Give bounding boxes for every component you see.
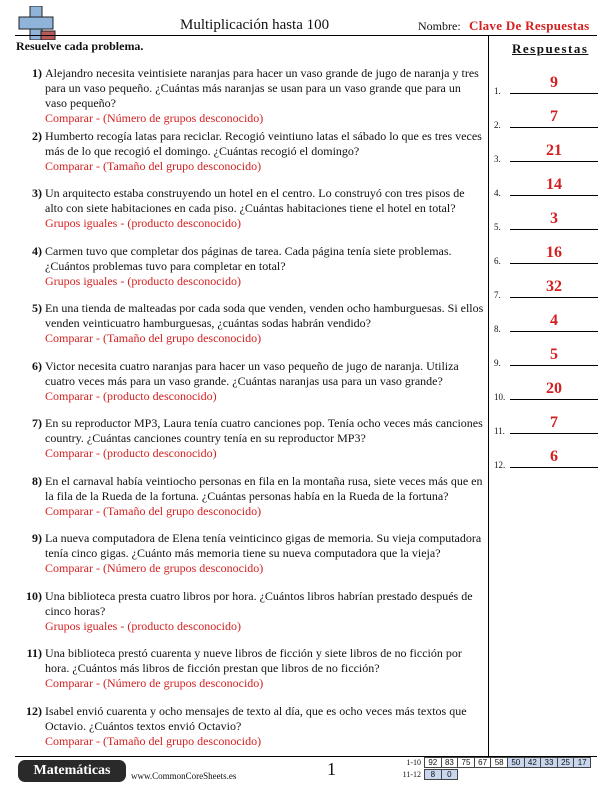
answer-line	[510, 195, 598, 196]
question-category: Grupos iguales - (producto desconocido)	[45, 216, 241, 230]
answer-value: 4	[550, 312, 558, 329]
answer-number: 9.	[494, 358, 501, 368]
question-2	[16, 129, 484, 174]
question-category: Comparar - (Número de grupos desconocido)	[45, 676, 264, 690]
answer-line	[510, 297, 598, 298]
answers-heading: Respuestas	[512, 41, 589, 56]
answer-value: 32	[546, 278, 562, 295]
question-category: Grupos iguales - (producto desconocido)	[45, 619, 241, 633]
question-text: La nueva computadora de Elena tenía veinticinco gigas de memoria. Su vieja computadora tenía cinco gigas. ¿Cuánto más memoria tiene su nueva computadora que la vieja?	[45, 531, 482, 560]
question-number: 1)	[32, 66, 42, 80]
brand-badge: Matemáticas	[18, 760, 126, 782]
answer-number: 6.	[494, 256, 501, 266]
name-label: Nombre:	[418, 19, 461, 33]
answer-value: 21	[546, 142, 562, 159]
question-number: 10)	[26, 589, 42, 603]
answer-line	[510, 263, 598, 264]
answer-value: 7	[550, 108, 558, 125]
answer-value: 7	[550, 414, 558, 431]
question-text: Humberto recogía latas para reciclar. Recogió veintiuno latas el sábado lo que es tres veces más de lo que recogió el domingo. ¿Cuántas recogió el domingo?	[45, 129, 482, 158]
answer-row-6	[494, 240, 598, 266]
score-row-label: 1-10	[406, 758, 421, 767]
answer-row-4	[494, 172, 598, 198]
question-category: Comparar - (producto desconocido)	[45, 446, 217, 460]
question-number: 11)	[26, 646, 42, 660]
question-number: 7)	[32, 416, 42, 430]
instructions: Resuelve cada problema.	[16, 39, 144, 53]
question-5	[16, 301, 484, 346]
answer-value: 20	[546, 380, 562, 397]
answer-row-11	[494, 410, 598, 436]
question-number: 5)	[32, 301, 42, 315]
question-number: 2)	[32, 129, 42, 143]
answer-row-7	[494, 274, 598, 300]
score-row-label: 11-12	[402, 770, 421, 779]
question-text: Isabel envió cuarenta y ocho mensajes de texto al día, que es ocho veces más textos que Octavio. ¿Cuántos textos envió Octavio?	[45, 704, 467, 733]
question-category: Comparar - (Tamaño del grupo desconocido)	[45, 504, 262, 518]
answer-number: 2.	[494, 120, 501, 130]
score-cell: 0	[441, 770, 458, 780]
answer-number: 11.	[494, 426, 505, 436]
answer-number: 4.	[494, 188, 501, 198]
answer-line	[510, 467, 598, 468]
answer-row-12	[494, 444, 598, 470]
question-text: Una biblioteca prestó cuarenta y nueve libros de ficción y siete libros de no ficción por hora. ¿Cuántos más libros de ficción prestan que libros de no ficción?	[45, 646, 462, 675]
question-9	[16, 531, 484, 576]
question-category: Comparar - (producto desconocido)	[45, 389, 217, 403]
answer-value: 9	[550, 74, 558, 91]
question-1	[16, 66, 484, 126]
question-category: Comparar - (Tamaño del grupo desconocido)	[45, 159, 262, 173]
score-cell: 42	[524, 758, 541, 768]
question-text: Un arquitecto estaba construyendo un hotel en el centro. Lo construyó con tres pisos de alto con siete habitaciones en cada piso. ¿Cuántas habitaciones tiene el hotel en total?	[45, 186, 465, 215]
question-text: Una biblioteca presta cuatro libros por hora. ¿Cuántos libros habrían prestado después de cinco horas?	[45, 589, 473, 618]
answer-value: 16	[546, 244, 562, 261]
question-text: En el carnaval había veintiocho personas en fila en la montaña rusa, siete veces más que en la fila de la Rueda de la fortuna. ¿Cuántas personas había en la Rueda de la fortuna?	[45, 474, 483, 503]
header-divider	[15, 35, 597, 36]
question-text: Carmen tuvo que completar dos páginas de tarea. Cada página tenía siete problemas. ¿Cuántos problemas tuvo para completar en total?	[45, 244, 452, 273]
answer-row-2	[494, 104, 598, 130]
answer-value: 3	[550, 210, 558, 227]
score-cell: 8	[425, 770, 442, 780]
answer-line	[510, 365, 598, 366]
answer-line	[510, 161, 598, 162]
question-11	[16, 646, 484, 691]
score-cell: 17	[574, 758, 591, 768]
answer-row-5	[494, 206, 598, 232]
answer-number: 5.	[494, 222, 501, 232]
question-number: 4)	[32, 244, 42, 258]
score-cell: 75	[458, 758, 475, 768]
answer-row-3	[494, 138, 598, 164]
answer-number: 12.	[494, 460, 506, 470]
answer-row-10	[494, 376, 598, 402]
question-text: En su reproductor MP3, Laura tenía cuatro canciones pop. Tenía ocho veces más canciones country. ¿Cuántas canciones country tenía en su reproductor MP3?	[45, 416, 483, 445]
answer-value: 6	[550, 448, 558, 465]
question-6	[16, 359, 484, 404]
question-10	[16, 589, 484, 634]
score-cell: 25	[557, 758, 574, 768]
question-category: Comparar - (Tamaño del grupo desconocido)	[45, 331, 262, 345]
page-number: 1	[327, 759, 336, 779]
question-number: 3)	[32, 186, 42, 200]
question-4	[16, 244, 484, 289]
answer-line	[510, 127, 598, 128]
answer-row-1	[494, 70, 598, 96]
question-8	[16, 474, 484, 519]
score-cell: 67	[474, 758, 491, 768]
question-category: Comparar - (Número de grupos desconocido)	[45, 111, 264, 125]
score-cell: 58	[491, 758, 508, 768]
score-cell: 50	[507, 758, 524, 768]
score-cell: 83	[441, 758, 458, 768]
question-text: Victor necesita cuatro naranjas para hacer un vaso pequeño de jugo de naranja. Utiliza cuatro veces más para un vaso grande. ¿Cuántas naranjas usa para un vaso grande?	[45, 359, 459, 388]
score-cell: 33	[541, 758, 558, 768]
name-value: Clave De Respuestas	[469, 18, 590, 33]
answer-row-8	[494, 308, 598, 334]
answer-number: 3.	[494, 154, 501, 164]
answer-line	[510, 399, 598, 400]
answer-line	[510, 433, 598, 434]
question-12	[16, 704, 484, 749]
question-7	[16, 416, 484, 461]
answer-row-9	[494, 342, 598, 368]
question-number: 8)	[32, 474, 42, 488]
question-category: Comparar - (Número de grupos desconocido)	[45, 561, 264, 575]
question-number: 12)	[26, 704, 42, 718]
answer-number: 1.	[494, 86, 501, 96]
question-category: Grupos iguales - (producto desconocido)	[45, 274, 241, 288]
site-url: www.CommonCoreSheets.es	[131, 771, 237, 781]
answer-number: 10.	[494, 392, 506, 402]
page-title: Multiplicación hasta 100	[180, 17, 330, 33]
answer-number: 8.	[494, 324, 501, 334]
score-cell: 92	[425, 758, 442, 768]
answer-number: 7.	[494, 290, 501, 300]
answer-value: 5	[550, 346, 558, 363]
question-text: Alejandro necesita veintisiete naranjas para hacer un vaso grande de jugo de naranja y tres para un vaso pequeño. ¿Cuántas más naranjas se usan para un vaso grande que para un vaso pequeño?	[45, 66, 479, 110]
question-number: 6)	[32, 359, 42, 373]
question-text: En una tienda de malteadas por cada soda que venden, venden ocho hamburguesas. Si ellos venden veinticuatro hamburguesas, ¿cuántas sodas habrán vendido?	[45, 301, 484, 330]
answer-line	[510, 229, 598, 230]
answer-value: 14	[546, 176, 562, 193]
column-divider	[488, 36, 489, 756]
score-table-row-1	[424, 757, 591, 768]
question-number: 9)	[32, 531, 42, 545]
score-table-row-2	[424, 769, 458, 780]
question-category: Comparar - (Tamaño del grupo desconocido)	[45, 734, 262, 748]
answer-line	[510, 331, 598, 332]
answer-line	[510, 93, 598, 94]
question-3	[16, 186, 484, 231]
